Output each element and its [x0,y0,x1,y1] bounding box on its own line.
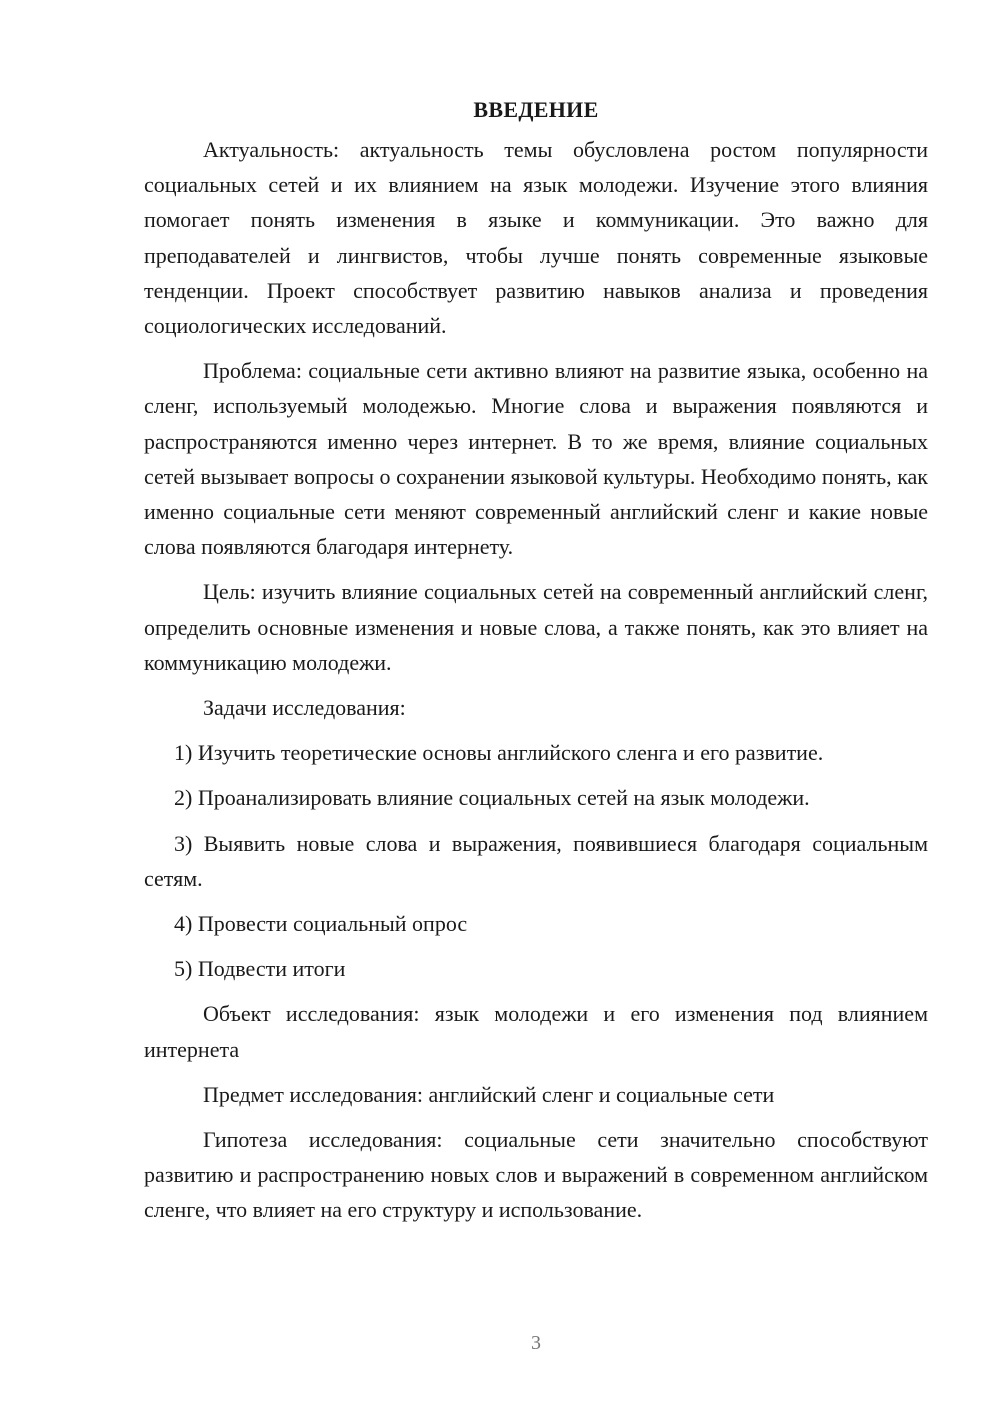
task-item-4: 4) Провести социальный опрос [174,911,468,937]
problem-paragraph: Проблема: социальные сети активно влияют на развитие языка, особенно на сленг, используемый молодежью. Многие слова и выражения появляются и распространяются именно через интернет. В то же время, влияние социальных сетей вызывает вопросы о сохранении языковой культуры. Необходимо понять, как именно социальные сети меняют современный английский сленг и какие новые слова появляются благодаря интернету. [144,358,928,560]
hypothesis-paragraph: Гипотеза исследования: социальные сети значительно способствуют развитию и распространению новых слов и выражений в современном английском сленге, что влияет на его структуру и использование. [144,1127,928,1223]
page-title: ВВЕДЕНИЕ [473,97,599,122]
task-item-3: 3) Выявить новые слова и выражения, появившиеся благодаря социальным сетям. [144,830,928,891]
page-number: 3 [531,1332,541,1354]
subject-paragraph: Предмет исследования: английский сленг и социальные сети [203,1081,775,1107]
task-item-2: 2) Проанализировать влияние социальных сетей на язык молодежи. [174,785,810,811]
tasks-heading: Задачи исследования: [203,695,406,721]
relevance-paragraph: Актуальность: актуальность темы обусловлена ростом популярности социальных сетей и их влиянием на язык молодежи. Изучение этого влияния помогает понять изменения в языке и коммуникации. Это важно для преподавателей и лингвистов, чтобы лучше понять современные языковые тенденции. Проект способствует развитию навыков анализа и проведения социологических исследований. [144,137,928,339]
document-page [144,92,928,1238]
task-item-5: 5) Подвести итоги [174,956,346,982]
goal-paragraph: Цель: изучить влияние социальных сетей на современный английский сленг, определить основные изменения и новые слова, а также понять, как это влияет на коммуникацию молодежи. [144,579,928,675]
object-paragraph: Объект исследования: язык молодежи и его изменения под влиянием интернета [144,1001,928,1062]
task-item-1: 1) Изучить теоретические основы английского сленга и его развитие. [174,740,824,766]
